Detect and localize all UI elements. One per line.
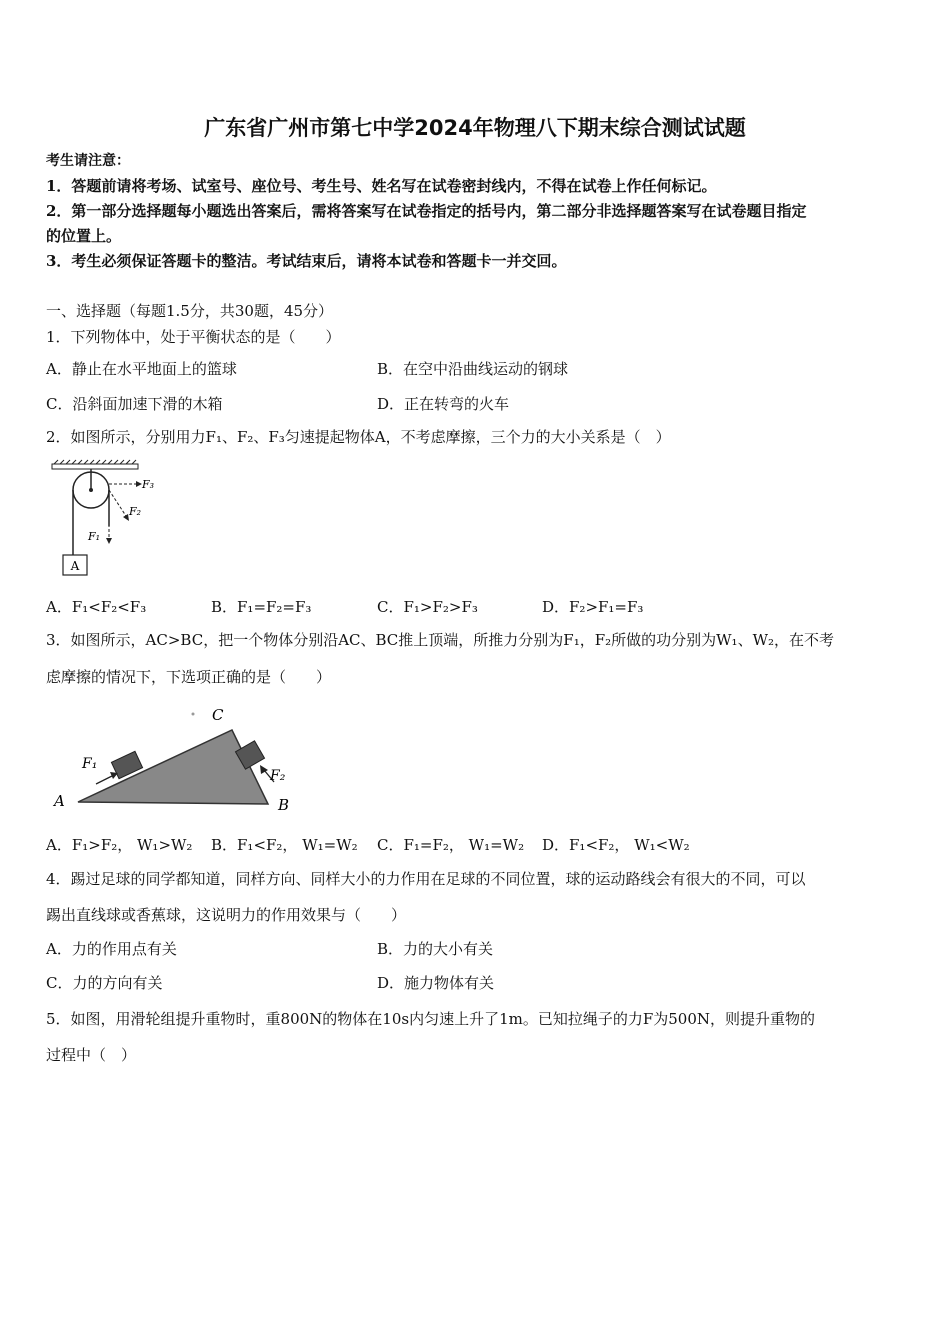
q2-option-d: D．F₂>F₁=F₃	[542, 598, 644, 616]
page-title: 广东省广州市第七中学2024年物理八下期末综合测试试题	[204, 116, 746, 140]
f2-arrow	[109, 490, 126, 516]
f2-force-label: F₂	[270, 768, 286, 784]
notice-item-1: 1．答题前请将考场、试室号、座位号、考生号、姓名写在试卷密封线内，不得在试卷上作任何标记。	[46, 177, 717, 195]
q2-option-b: B．F₁=F₂=F₃	[211, 598, 312, 616]
q5-stem-line1: 5．如图，用滑轮组提升重物时，重800N的物体在10s内匀速上升了1m。已知拉绳子的力F为500N，则提升重物的	[46, 1010, 816, 1028]
f2-label: F₂	[129, 505, 142, 518]
q3-stem-line1: 3．如图所示，AC>BC，把一个物体分别沿AC、BC推上顶端，所推力分别为F₁，F₂所做的功分别为W₁、W₂，在不考	[46, 631, 834, 649]
q3-option-a: A．F₁>F₂， W₁>W₂	[46, 836, 193, 854]
f1-label: F₁	[88, 530, 101, 543]
q2-pulley-figure	[44, 460, 164, 582]
block-a-label: A	[70, 559, 80, 573]
q4-option-b: B．力的大小有关	[377, 940, 494, 958]
q1-option-b: B．在空中沿曲线运动的钢球	[377, 360, 569, 378]
notice-item-3: 3．考生必须保证答题卡的整洁。考试结束后，请将本试卷和答题卡一并交回。	[46, 252, 567, 270]
q4-stem-line2: 踢出直线球或香蕉球，这说明力的作用效果与（ ）	[46, 906, 407, 924]
f1-force-label: F₁	[82, 756, 98, 772]
q3-stem-line2: 虑摩擦的情况下，下选项正确的是（ ）	[46, 668, 332, 686]
section-heading: 一、选择题（每题1.5分，共30题，45分）	[46, 302, 334, 320]
q4-option-a: A．力的作用点有关	[46, 940, 177, 958]
vertex-a-label: A	[54, 792, 65, 810]
notice-item-2-cont: 的位置上。	[46, 227, 122, 245]
f3-label: F₃	[142, 478, 155, 491]
q2-option-c: C．F₁>F₂>F₃	[377, 598, 478, 616]
notice-heading: 考生请注意：	[46, 153, 130, 169]
q1-option-d: D．正在转弯的火车	[377, 395, 510, 413]
q3-option-b: B．F₁<F₂， W₁=W₂	[211, 836, 358, 854]
q4-option-d: D．施力物体有关	[377, 974, 495, 992]
q3-incline-figure	[52, 704, 312, 814]
q1-option-c: C．沿斜面加速下滑的木箱	[46, 395, 223, 413]
vertex-c-label: C	[212, 706, 224, 724]
q1-option-a: A．静止在水平地面上的篮球	[46, 360, 237, 378]
q1-stem: 1．下列物体中，处于平衡状态的是（ ）	[46, 328, 341, 346]
ceiling-hatch	[54, 460, 136, 464]
incline-triangle	[78, 730, 268, 804]
vertex-b-label: B	[278, 796, 290, 814]
q4-option-c: C．力的方向有关	[46, 974, 163, 992]
ceiling-beam	[52, 464, 138, 469]
q4-stem-line1: 4．踢过足球的同学都知道，同样方向、同样大小的力作用在足球的不同位置，球的运动路线会有很大的不同，可以	[46, 870, 806, 888]
q2-option-a: A．F₁<F₂<F₃	[46, 598, 147, 616]
pulley-axle	[89, 488, 93, 492]
q3-option-d: D．F₁<F₂， W₁<W₂	[542, 836, 690, 854]
q5-stem-line2: 过程中（ ）	[46, 1046, 137, 1064]
f1-push-arrow	[96, 776, 112, 784]
q3-option-c: C．F₁=F₂， W₁=W₂	[377, 836, 525, 854]
q2-stem: 2．如图所示，分别用力F₁、F₂、F₃匀速提起物体A，不考虑摩擦，三个力的大小关系是（ ）	[46, 428, 671, 446]
notice-item-2: 2．第一部分选择题每小题选出答案后，需将答案写在试卷指定的括号内，第二部分非选择题答案写在试卷题目指定	[46, 202, 807, 220]
